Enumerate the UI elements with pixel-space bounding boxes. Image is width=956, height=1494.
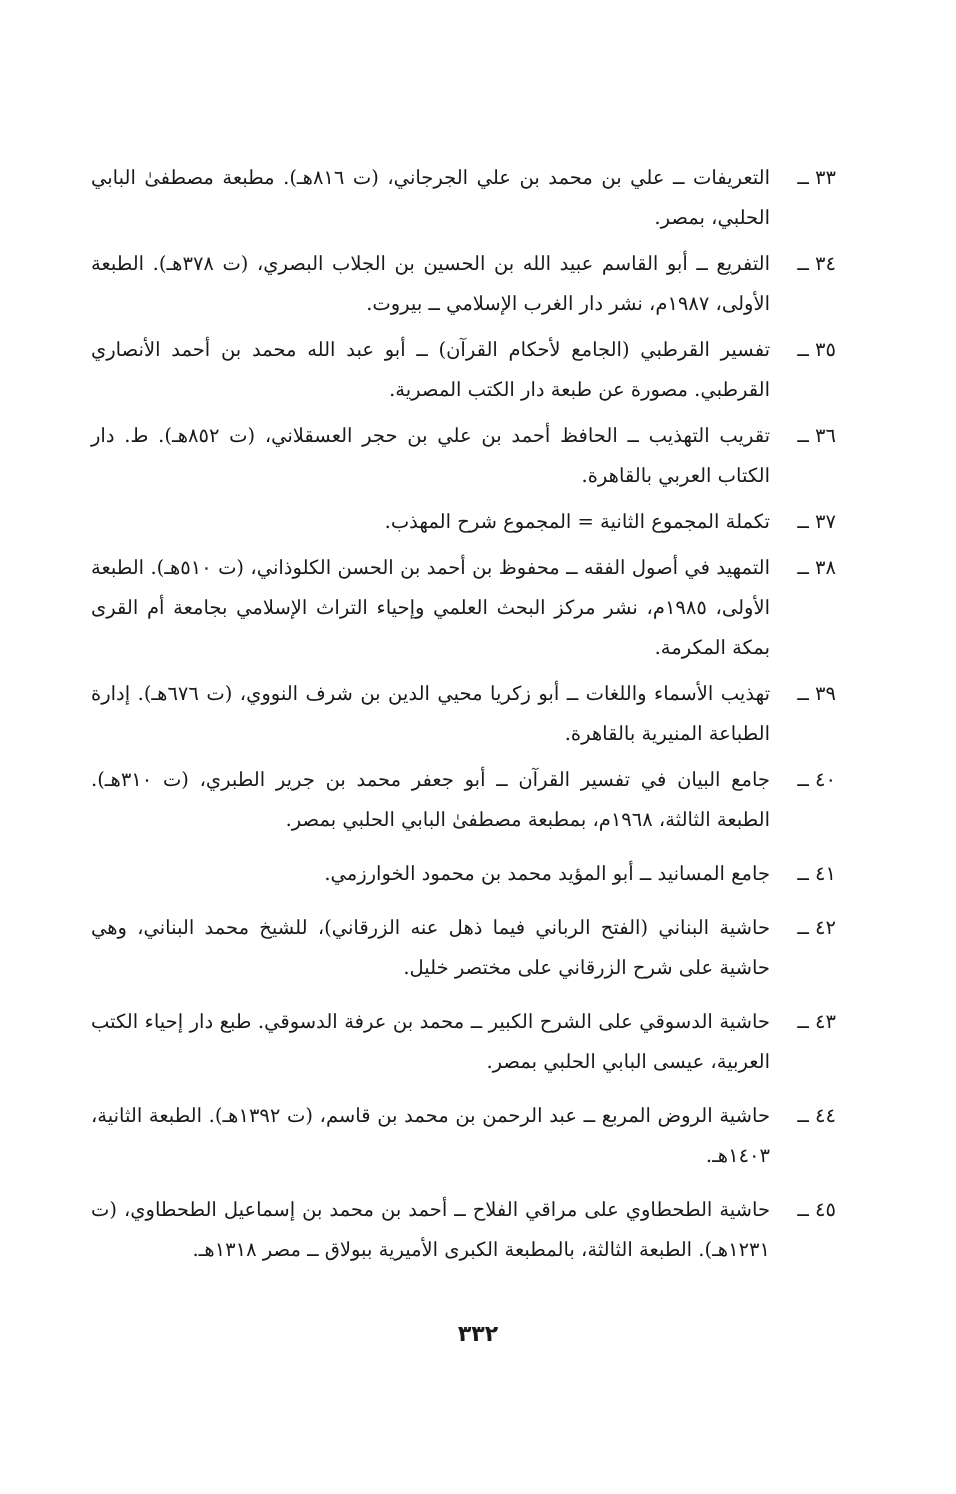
- entry-text: حاشية الروض المربع ــ عبد الرحمن بن محمد بن قاسم، (ت ١٣٩٢هـ). الطبعة الثانية، ١٤٠٣هـ.: [91, 1104, 770, 1167]
- entry-text: تقريب التهذيب ــ الحافظ أحمد بن علي بن حجر العسقلاني، (ت ٨٥٢هـ). ط. دار الكتاب العربي بالقاهرة.: [91, 424, 770, 487]
- entry-text: التفريع ــ أبو القاسم عبيد الله بن الحسين بن الجلاب البصري، (ت ٣٧٨هـ). الطبعة الأولى، ١٩٨٧م، نشر دار الغرب الإسلامي ــ بيروت.: [91, 252, 770, 315]
- entry-number: ٤٣ ــ: [797, 1010, 836, 1033]
- bibliography-entry-35: [91, 330, 836, 410]
- entry-text: تفسير القرطبي (الجامع لأحكام القرآن) ــ أبو عبد الله محمد بن أحمد الأنصاري القرطبي. مصورة عن طبعة دار الكتب المصرية.: [91, 338, 770, 401]
- entry-number: ٣٥ ــ: [797, 338, 836, 361]
- bibliography-entry-37: [91, 502, 836, 542]
- bibliography-list: [91, 158, 836, 1276]
- entry-text: حاشية البناني (الفتح الرباني فيما ذهل عنه الزرقاني)، للشيخ محمد البناني، وهي حاشية على شرح الزرقاني على مختصر خليل.: [91, 916, 770, 979]
- bibliography-entry-39: [91, 674, 836, 754]
- entry-text: حاشية الدسوقي على الشرح الكبير ــ محمد بن عرفة الدسوقي. طبع دار إحياء الكتب العربية، عيسى البابي الحلبي بمصر.: [91, 1010, 770, 1073]
- entry-number: ٣٤ ــ: [797, 252, 836, 275]
- bibliography-entry-43: [91, 1002, 836, 1082]
- entry-number: ٣٩ ــ: [797, 682, 836, 705]
- bibliography-entry-45: [91, 1190, 836, 1270]
- bibliography-entry-34: [91, 244, 836, 324]
- entry-number: ٤٠ ــ: [797, 768, 836, 791]
- bibliography-entry-40: [91, 760, 836, 840]
- entry-number: ٣٧ ــ: [797, 510, 836, 533]
- bibliography-entry-36: [91, 416, 836, 496]
- entry-number: ٤١ ــ: [797, 862, 836, 885]
- entry-number: ٣٣ ــ: [797, 166, 836, 189]
- bibliography-entry-44: [91, 1096, 836, 1176]
- entry-number: ٣٦ ــ: [797, 424, 836, 447]
- entry-text: جامع المسانيد ــ أبو المؤيد محمد بن محمود الخوارزمي.: [324, 862, 770, 885]
- page-number: ٣٣٢: [457, 1322, 499, 1347]
- entry-number: ٤٢ ــ: [797, 916, 836, 939]
- bibliography-entry-33: [91, 158, 836, 238]
- entry-text: تكملة المجموع الثانية = المجموع شرح المهذب.: [384, 510, 770, 533]
- entry-text: حاشية الطحطاوي على مراقي الفلاح ــ أحمد بن محمد بن إسماعيل الطحطاوي، (ت ١٢٣١هـ). الطبعة الثالثة، بالمطبعة الكبرى الأميرية ببولاق ــ مصر ١٣١٨هـ.: [91, 1198, 770, 1261]
- entry-number: ٤٤ ــ: [797, 1104, 836, 1127]
- bibliography-entry-41: [91, 854, 836, 894]
- entry-text: التمهيد في أصول الفقه ــ محفوظ بن أحمد بن الحسن الكلوذاني، (ت ٥١٠هـ). الطبعة الأولى، ١٩٨٥م، نشر مركز البحث العلمي وإحياء التراث الإسلامي بجامعة أم القرى بمكة المكرمة.: [91, 556, 771, 659]
- entry-number: ٤٥ ــ: [797, 1198, 836, 1221]
- bibliography-entry-38: [91, 548, 836, 668]
- entry-text: جامع البيان في تفسير القرآن ــ أبو جعفر محمد بن جرير الطبري، (ت ٣١٠هـ). الطبعة الثالثة، ١٩٦٨م، بمطبعة مصطفىٰ البابي الحلبي بمصر.: [91, 768, 770, 831]
- bibliography-entry-42: [91, 908, 836, 988]
- entry-number: ٣٨ ــ: [797, 556, 836, 579]
- entry-text: التعريفات ــ علي بن محمد بن علي الجرجاني، (ت ٨١٦هـ). مطبعة مصطفىٰ البابي الحلبي، بمصر.: [91, 166, 771, 229]
- entry-text: تهذيب الأسماء واللغات ــ أبو زكريا محيي الدين بن شرف النووي، (ت ٦٧٦هـ). إدارة الطباعة المنيرية بالقاهرة.: [91, 682, 771, 745]
